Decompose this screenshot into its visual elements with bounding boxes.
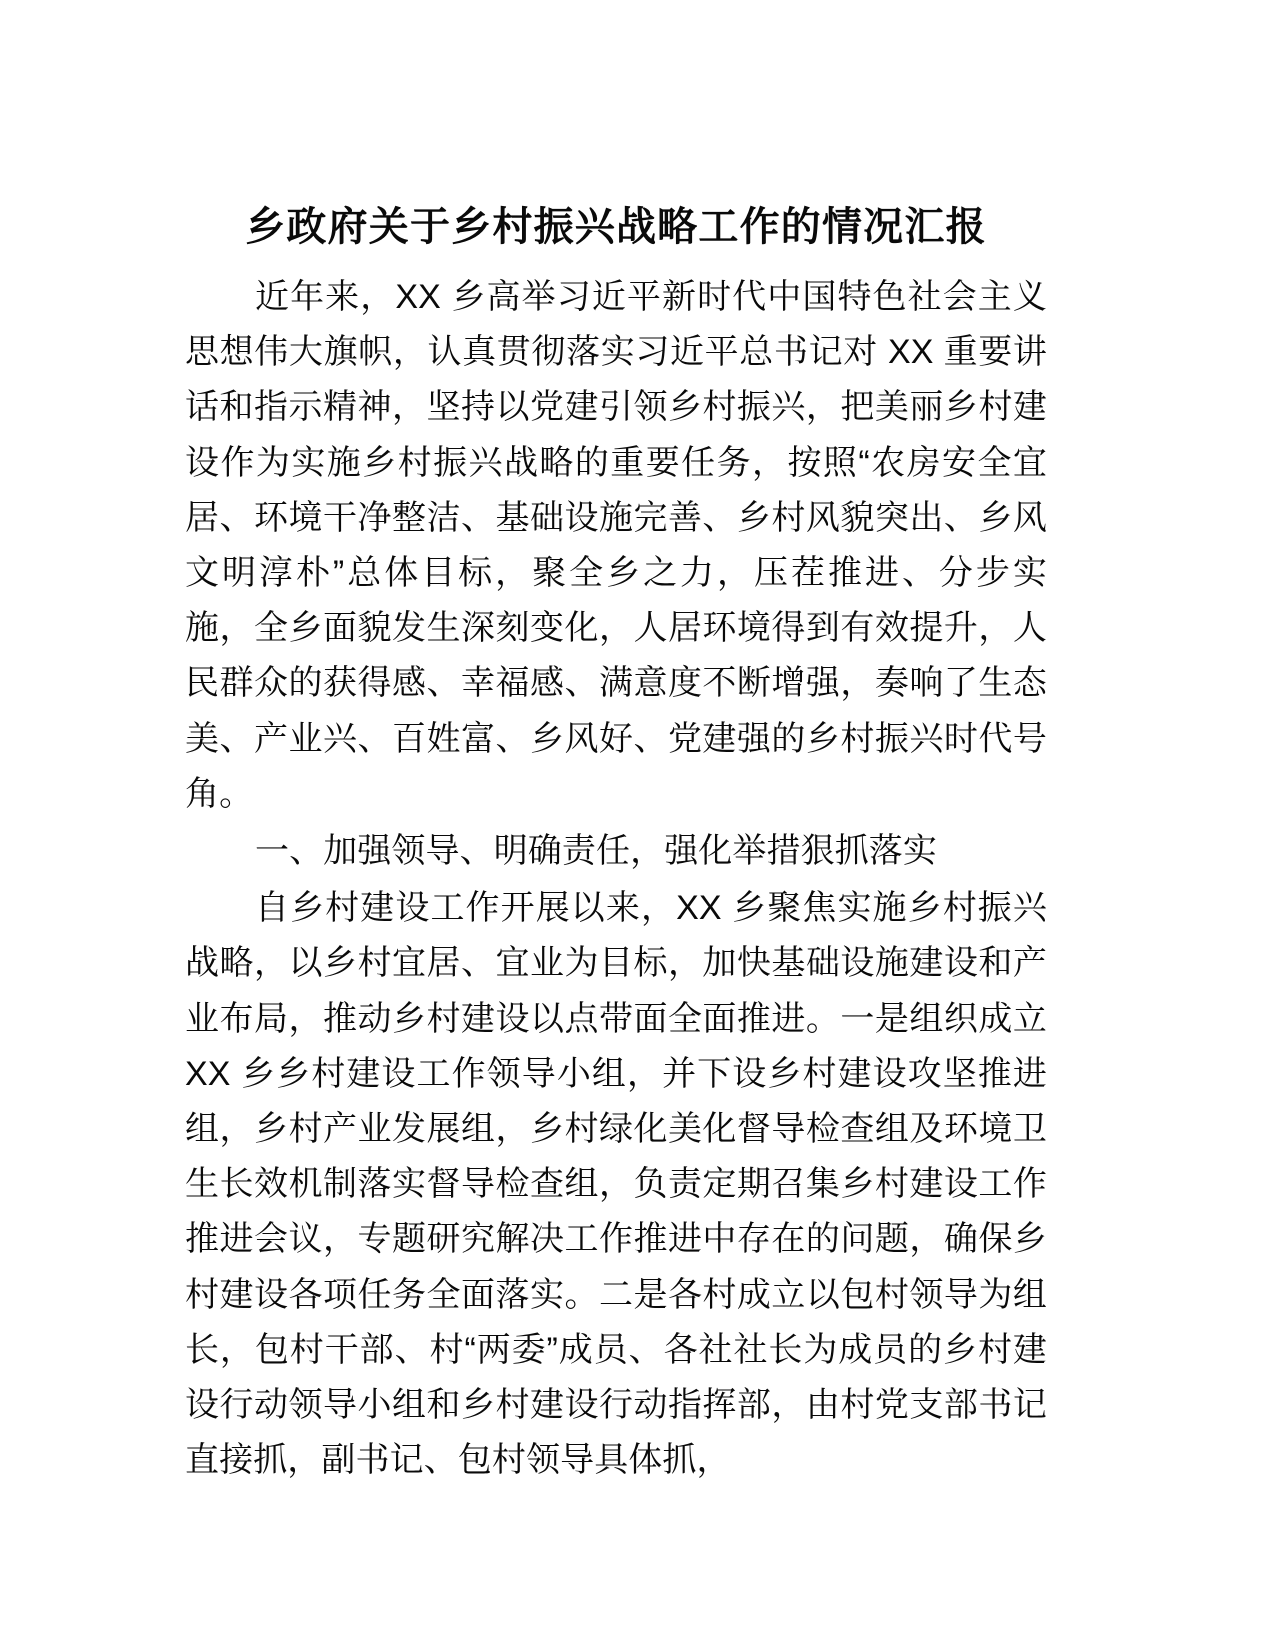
intro-paragraph: 近年来，XX 乡高举习近平新时代中国特色社会主义思想伟大旗帜，认真贯彻落实习近平总书记对 XX 重要讲话和指示精神，坚持以党建引领乡村振兴，把美丽乡村建设作为实施乡村振兴战略的重要任务，按照“农房安全宜居、环境干净整洁、基础设施完善、乡村风貌突出、乡风文明淳朴”总体目标，聚全乡之力，压茬推进、分步实施，全乡面貌发生深刻变化，人居环境得到有效提升，人民群众的获得感、幸福感、满意度不断增强，奏响了生态美、产业兴、百姓富、乡风好、党建强的乡村振兴时代号角。	[185, 278, 1047, 813]
section-one-body-paragraph: 自乡村建设工作开展以来，XX 乡聚焦实施乡村振兴战略，以乡村宜居、宜业为目标，加快基础设施建设和产业布局，推动乡村建设以点带面全面推进。一是组织成立 XX 乡乡村建设工作领导小组，并下设乡村建设攻坚推进组，乡村产业发展组，乡村绿化美化督导检查组及环境卫生长效机制落实督导检查组，负责定期召集乡村建设工作推进会议，专题研究解决工作推进中存在的问题，确保乡村建设各项任务全面落实。二是各村成立以包村领导为组长，包村干部、村“两委”成员、各社社长为成员的乡村建设行动领导小组和乡村建设行动指挥部，由村党支部书记直接抓，副书记、包村领导具体抓，	[185, 889, 1047, 1480]
page-title: 乡政府关于乡村振兴战略工作的情况汇报	[245, 205, 987, 249]
section-heading-one: 一、加强领导、明确责任，强化举措狠抓落实	[255, 832, 937, 871]
document-content	[185, 196, 1047, 1488]
